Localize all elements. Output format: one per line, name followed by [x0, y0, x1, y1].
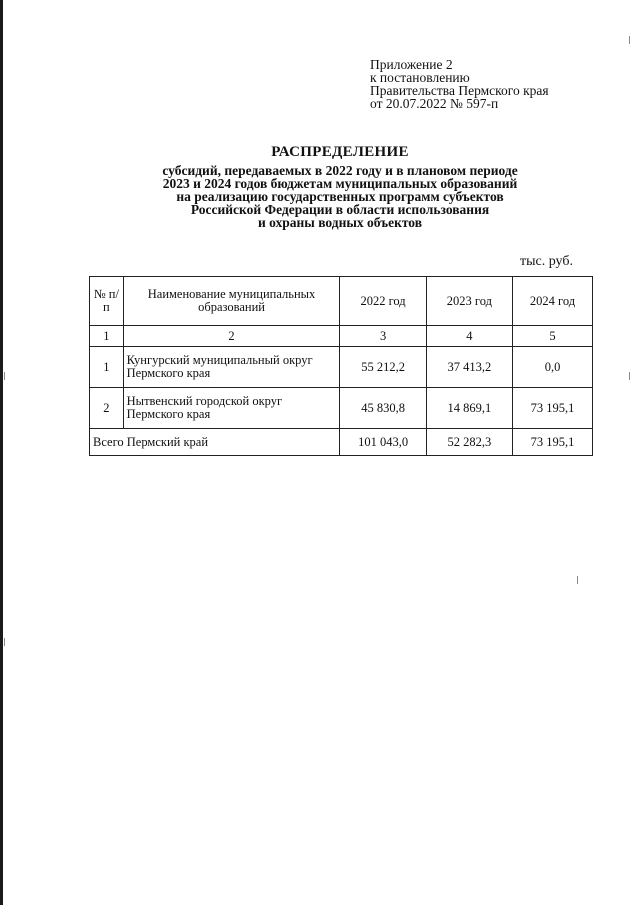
index-cell: 4: [426, 326, 512, 347]
document-title: РАСПРЕДЕЛЕНИЕ: [271, 144, 409, 160]
subtitle-line: Российской Федерации в области использования: [190, 202, 490, 217]
appendix-line: Приложение 2: [370, 57, 453, 72]
row-2023: 14 869,1: [426, 388, 512, 429]
row-2024: 73 195,1: [513, 388, 593, 429]
scan-mark: [4, 372, 5, 380]
appendix-block: [370, 58, 549, 110]
distribution-table: [89, 276, 593, 456]
table-row: [90, 388, 593, 429]
row-name: Кунгурский муниципальный округ Пермского края: [123, 347, 340, 388]
header-2023: 2023 год: [426, 277, 512, 326]
index-cell: 5: [513, 326, 593, 347]
appendix-line: Правительства Пермского края: [370, 83, 549, 98]
appendix-line: от 20.07.2022 № 597-п: [370, 96, 499, 111]
scan-mark: [629, 372, 630, 380]
row-2023: 37 413,2: [426, 347, 512, 388]
row-num: 1: [90, 347, 124, 388]
table-total-row: [90, 429, 593, 456]
total-2022: 101 043,0: [340, 429, 426, 456]
index-cell: 2: [123, 326, 340, 347]
subtitle-line: на реализацию государственных программ субъектов: [176, 189, 504, 204]
table-header-row: [90, 277, 593, 326]
header-name: Наименование муниципальных образований: [123, 277, 340, 326]
row-2024: 0,0: [513, 347, 593, 388]
total-2024: 73 195,1: [513, 429, 593, 456]
header-num: № п/п: [90, 277, 124, 326]
row-2022: 55 212,2: [340, 347, 426, 388]
header-2022: 2022 год: [340, 277, 426, 326]
units-label: тыс. руб.: [520, 254, 573, 269]
scan-mark: [4, 638, 5, 646]
subtitle-line: 2023 и 2024 годов бюджетам муниципальных образований: [162, 176, 518, 191]
header-2024: 2024 год: [513, 277, 593, 326]
subtitle-line: субсидий, передаваемых в 2022 году и в плановом периоде: [162, 163, 518, 178]
index-cell: 3: [340, 326, 426, 347]
table-index-row: [90, 326, 593, 347]
row-name: Нытвенский городской округ Пермского края: [123, 388, 340, 429]
total-label: Всего Пермский край: [90, 429, 340, 456]
appendix-line: к постановлению: [370, 70, 470, 85]
row-num: 2: [90, 388, 124, 429]
document-subtitle: [0, 164, 640, 229]
total-2023: 52 282,3: [426, 429, 512, 456]
page-edge: [0, 0, 3, 905]
subtitle-line: и охраны водных объектов: [257, 215, 423, 230]
row-2022: 45 830,8: [340, 388, 426, 429]
index-cell: 1: [90, 326, 124, 347]
scan-mark: [629, 36, 630, 44]
scan-mark: [577, 576, 578, 584]
table-row: [90, 347, 593, 388]
